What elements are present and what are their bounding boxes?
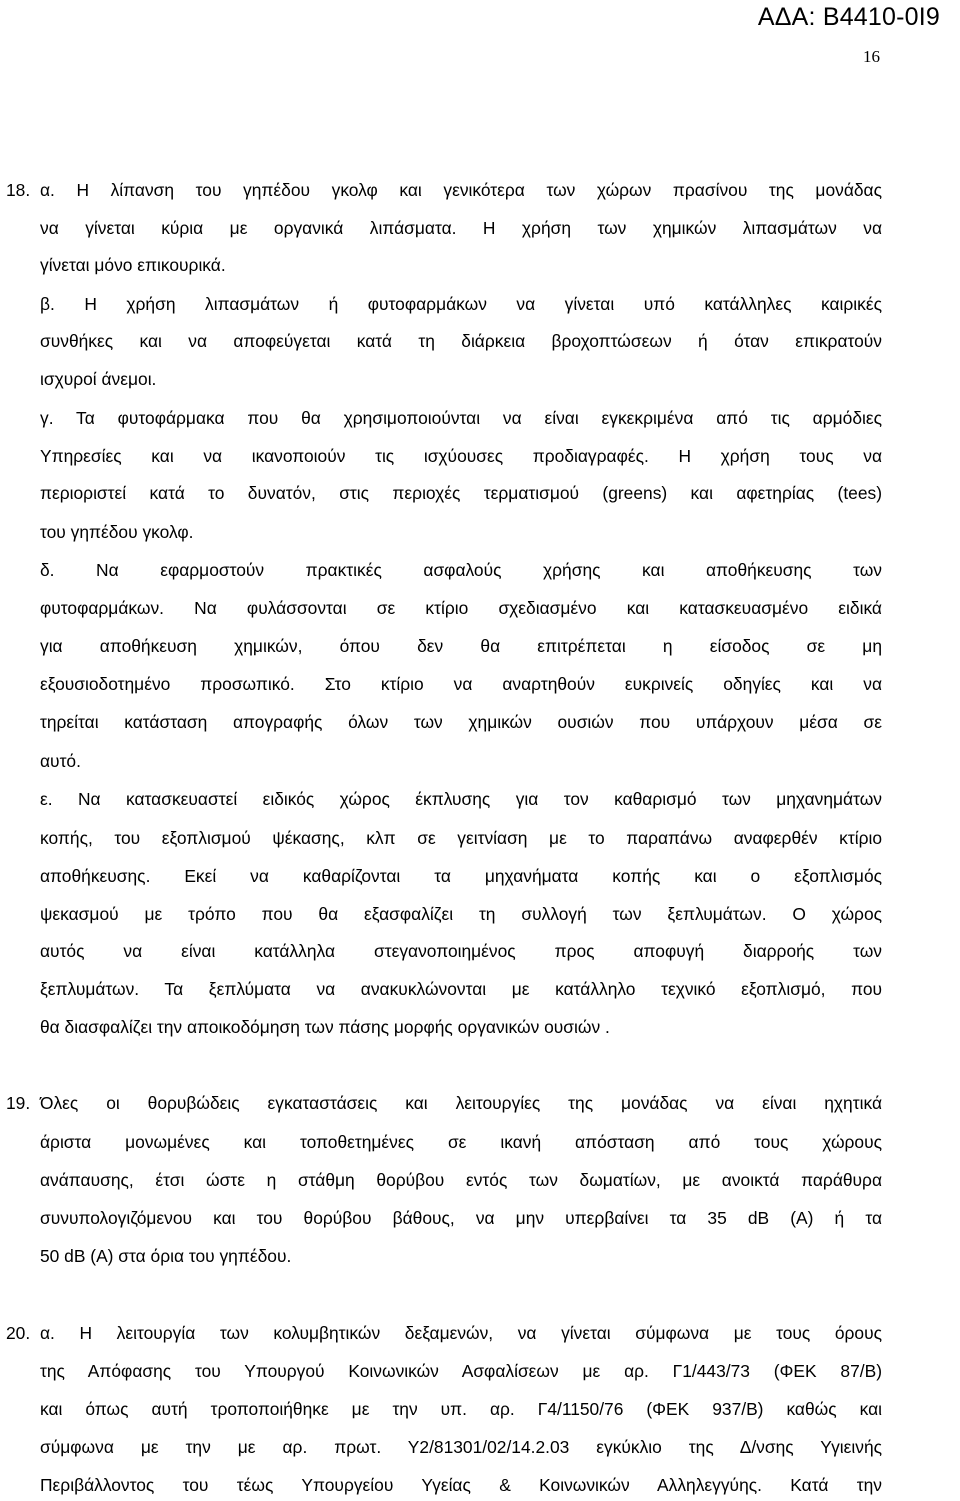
text-line: κοπής, του εξοπλισμού ψέκασης, κλπ σε γειτνίαση με το παραπάνω αναφερθέν κτίριο [40,828,882,848]
ada-code: ΑΔΑ: Β4410-0Ι9 [757,3,940,31]
text-line: άριστα μονωμένες και τοποθετημένες σε ικανή απόσταση από τους χώρους [40,1132,882,1152]
text-line: αυτό. [40,751,81,771]
text-line: περιοριστεί κατά το δυνατόν, στις περιοχές τερματισμού (greens) και αφετηρίας (tees) [40,483,882,503]
text-line: θα διασφαλίζει την αποικοδόμηση των πάσης μορφής οργανικών ουσιών . [40,1017,610,1037]
text-line: γίνεται μόνο επικουρικά. [40,255,226,275]
text-line: Περιβάλλοντος του τέως Υπουργείου Υγείας & Κοινωνικών Αλληλεγγύης. Κατά την [40,1475,882,1495]
text-line: τηρείται κατάσταση απογραφής όλων των χημικών ουσιών που υπάρχουν μέσα σε [40,712,882,732]
text-line: 50 dB (A) στα όρια του γηπέδου. [40,1246,292,1266]
text-line: της Απόφασης του Υπουργού Κοινωνικών Ασφαλίσεων με αρ. Γ1/443/73 (ΦΕΚ 87/Β) [40,1361,882,1381]
text-line: αυτός να είναι κατάλληλα στεγανοποιημένος προς αποφυγή διαρροής των [40,941,882,961]
text-line: για αποθήκευση χημικών, όπου δεν θα επιτρέπεται η είσοδος σε μη [40,636,882,656]
text-line: σύμφωνα με την με αρ. πρωτ. Υ2/81301/02/14.2.03 εγκύκλιο της Δ/νσης Υγιεινής [40,1437,882,1457]
text-line: φυτοφαρμάκων. Να φυλάσσονται σε κτίριο σχεδιασμένο και κατασκευασμένο ειδικά [40,598,882,618]
text-line: του γηπέδου γκολφ. [40,522,194,542]
text-line: συνυπολογιζόμενου και του θορύβου βάθους, να μην υπερβαίνει τα 35 dB (A) ή τα [40,1208,882,1228]
text-line: ε. Να κατασκευαστεί ειδικός χώρος έκπλυσης για τον καθαρισμό των μηχανημάτων [40,789,882,809]
page-number: 16 [863,47,880,66]
text-line: ξεπλυμάτων. Τα ξεπλύματα να ανακυκλώνονται με κατάλληλο τεχνικό εξοπλισμό, που [40,979,882,999]
text-line: α. Η λειτουργία των κολυμβητικών δεξαμενών, να γίνεται σύμφωνα με τους όρους [40,1323,882,1343]
text-line: να γίνεται κύρια με οργανικά λιπάσματα. Η χρήση των χημικών λιπασμάτων να [40,218,882,238]
text-line: δ. Να εφαρμοστούν πρακτικές ασφαλούς χρήσης και αποθήκευσης των [40,560,882,580]
text-line: α. Η λίπανση του γηπέδου γκολφ και γενικότερα των χώρων πρασίνου της μονάδας [40,180,882,200]
text-line: αποθήκευσης. Εκεί να καθαρίζονται τα μηχανήματα κοπής και ο εξοπλισμός [40,866,882,886]
text-line: β. Η χρήση λιπασμάτων ή φυτοφαρμάκων να γίνεται υπό κατάλληλες καιρικές [40,294,882,314]
text-line: γ. Τα φυτοφάρμακα που θα χρησιμοποιούνται να είναι εγκεκριμένα από τις αρμόδιες [40,408,882,428]
text-line: συνθήκες και να αποφεύγεται κατά τη διάρκεια βροχοπτώσεων ή όταν επικρατούν [40,331,882,351]
item-number: 19. [6,1093,31,1113]
text-line: εξουσιοδοτημένο προσωπικό. Στο κτίριο να αναρτηθούν ευκρινείς οδηγίες και να [40,674,882,694]
item-number: 18. [6,180,31,200]
text-line: ψεκασμού με τρόπο που θα εξασφαλίζει τη συλλογή των ξεπλυμάτων. Ο χώρος [40,904,882,924]
text-line: Όλες οι θορυβώδεις εγκαταστάσεις και λειτουργίες της μονάδας να είναι ηχητικά [40,1093,882,1113]
item-number: 20. [6,1323,31,1343]
text-line: και όπως αυτή τροποποιήθηκε με την υπ. αρ. Γ4/1150/76 (ΦΕΚ 937/Β) καθώς και [40,1399,882,1419]
text-line: ανάπαυσης, έτσι ώστε η στάθμη θορύβου εντός των δωματίων, με ανοικτά παράθυρα [40,1170,882,1190]
text-line: Υπηρεσίες και να ικανοποιούν τις ισχύουσες προδιαγραφές. Η χρήση τους να [40,446,882,466]
text-line: ισχυροί άνεμοι. [40,369,157,389]
